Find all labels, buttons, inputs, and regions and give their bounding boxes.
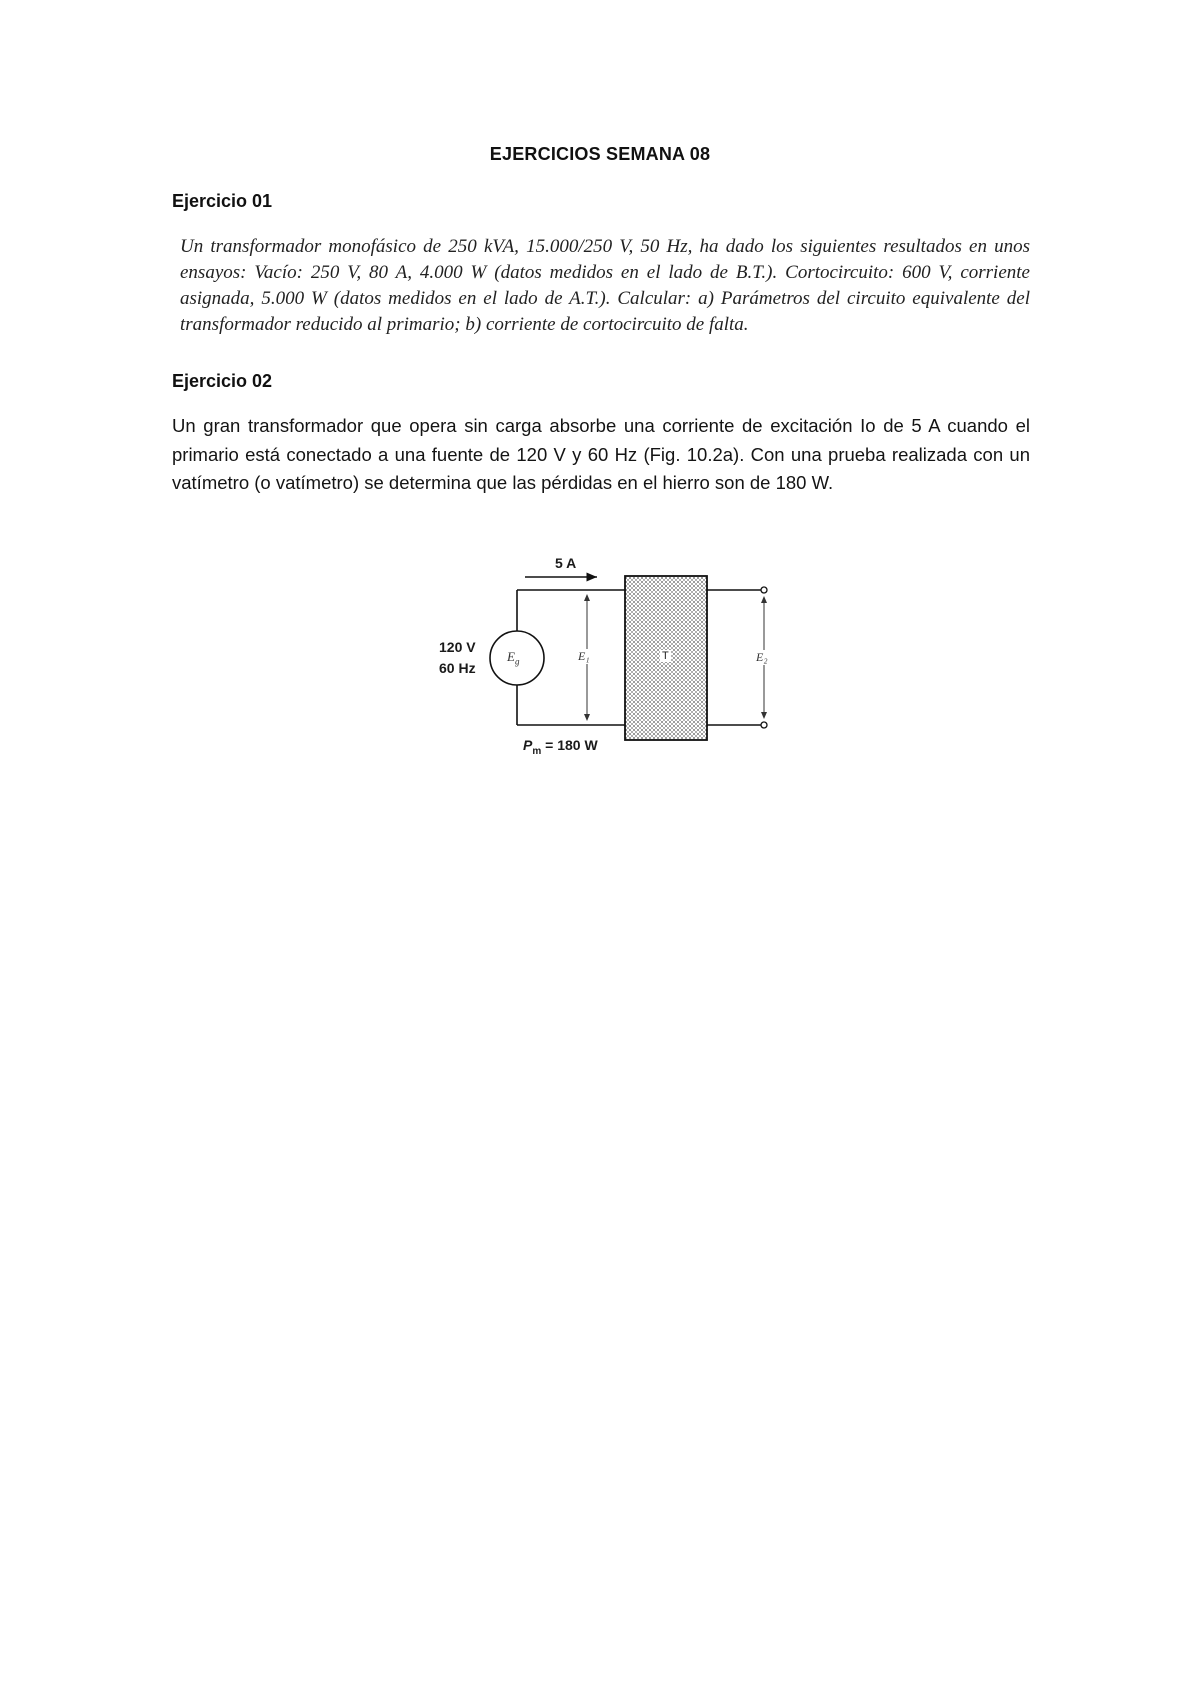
circuit-diagram [425, 545, 785, 760]
transformer-circuit-figure [425, 545, 785, 760]
primary-voltage-label: E₁ [578, 649, 590, 663]
exercise-1-text: Un transformador monofásico de 250 kVA, 15.000/250 V, 50 Hz, ha dado los siguientes resultados en unos ensayos: Vacío: 250 V, 80 A, 4.000 W (datos medidos en el lado de B.T.). Cortocircuito: 600 V, corriente asignada, 5.000 W (datos medidos en el lado de A.T.). Calcular: a) Parámetros del circuito equivalente del transformador reducido al primario; b) corriente de cortocircuito de falta. [180, 236, 1030, 335]
source-voltage-label: 120 V [439, 639, 476, 655]
source-symbol: $E_g$ [507, 649, 520, 667]
secondary-terminal-bottom [761, 722, 767, 728]
power-loss-label: $P_m = 180$ W [523, 737, 598, 757]
current-label: 5 A [555, 555, 577, 571]
exercise-1-heading: Ejercicio 01 [172, 191, 273, 211]
core-label: T [662, 650, 669, 662]
exercise-2-heading: Ejercicio 02 [172, 371, 273, 391]
document-title: EJERCICIOS SEMANA 08 [489, 144, 711, 164]
secondary-terminal-top [761, 587, 767, 593]
secondary-voltage-label: E₂ [756, 650, 768, 664]
exercise-2-text: Un gran transformador que opera sin carga absorbe una corriente de excitación Io de 5 A cuando el primario está conectado a una fuente de 120 V y 60 Hz (Fig. 10.2a). Con una prueba realizada con un vatímetro (o vatímetro) se determina que las pérdidas en el hierro son de 180 W. [172, 415, 1030, 493]
source-frequency-label: 60 Hz [439, 660, 476, 676]
